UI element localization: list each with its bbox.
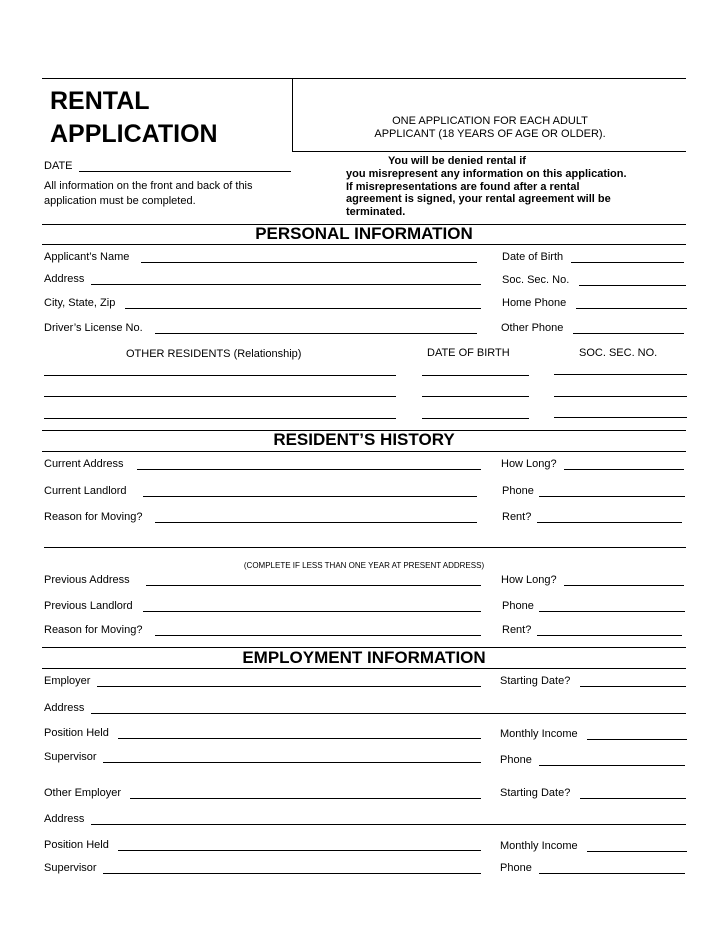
current-landlord-label: Current Landlord	[44, 485, 127, 497]
address-field[interactable]	[91, 284, 481, 285]
current-landlord-field[interactable]	[143, 496, 477, 497]
resident-dob-field[interactable]	[422, 396, 529, 397]
city-state-zip-label: City, State, Zip	[44, 297, 116, 309]
supervisor-phone-label: Phone	[500, 754, 532, 766]
other-phone-label: Other Phone	[501, 322, 564, 334]
current-address-field[interactable]	[137, 469, 481, 470]
other-employer-address-label: Address	[44, 813, 85, 825]
supervisor-phone-label-2: Phone	[500, 862, 532, 874]
position-held-label-2: Position Held	[44, 839, 109, 851]
other-employer-field[interactable]	[130, 798, 481, 799]
ssn-field[interactable]	[579, 285, 686, 286]
other-employer-label: Other Employer	[44, 787, 122, 799]
resident-ssn-field[interactable]	[554, 374, 687, 375]
supervisor-field[interactable]	[103, 762, 481, 763]
resident-ssn-field[interactable]	[554, 417, 687, 418]
how-long-label: How Long?	[501, 458, 557, 470]
header-note-line2: APPLICANT (18 YEARS OF AGE OR OLDER).	[374, 128, 606, 140]
home-phone-label: Home Phone	[502, 297, 567, 309]
reason-moving-label: Reason for Moving?	[44, 511, 143, 523]
starting-date-field[interactable]	[580, 686, 686, 687]
form-title-line1: RENTAL	[50, 87, 150, 115]
supervisor-field-2[interactable]	[103, 873, 481, 874]
address-label: Address	[44, 273, 85, 285]
monthly-income-label-2: Monthly Income	[500, 840, 578, 852]
position-held-field-2[interactable]	[118, 850, 481, 851]
supervisor-label-2: Supervisor	[44, 862, 97, 874]
date-field[interactable]	[79, 171, 291, 172]
how-long-field-2[interactable]	[564, 585, 684, 586]
history-heading: RESIDENT’S HISTORY	[273, 430, 455, 449]
dob-label: Date of Birth	[502, 251, 564, 263]
warning-line4: agreement is signed, your rental agreement will be	[346, 193, 611, 205]
resident-ssn-column-header: SOC. SEC. NO.	[579, 347, 658, 359]
resident-dob-field[interactable]	[422, 418, 529, 419]
how-long-field[interactable]	[564, 469, 684, 470]
monthly-income-field[interactable]	[587, 739, 687, 740]
rent-label-2: Rent?	[502, 624, 532, 636]
previous-address-field[interactable]	[146, 585, 481, 586]
rent-label: Rent?	[502, 511, 532, 523]
header-divider	[292, 78, 293, 152]
form-title-line2: APPLICATION	[50, 120, 218, 148]
header-bottom-rule	[292, 151, 686, 152]
how-long-label-2: How Long?	[501, 574, 557, 586]
reason-moving-continued-field[interactable]	[44, 547, 686, 548]
rent-field[interactable]	[537, 522, 682, 523]
history-bottom-rule	[42, 451, 686, 452]
personal-heading: PERSONAL INFORMATION	[255, 224, 473, 243]
header-note-line1: ONE APPLICATION FOR EACH ADULT	[392, 115, 588, 127]
reason-moving-field[interactable]	[155, 522, 477, 523]
personal-bottom-rule	[42, 244, 686, 245]
resident-ssn-field[interactable]	[554, 396, 687, 397]
drivers-license-field[interactable]	[155, 333, 477, 334]
previous-address-label: Previous Address	[44, 574, 130, 586]
position-held-field[interactable]	[118, 738, 481, 739]
top-rule	[42, 78, 686, 79]
starting-date-field-2[interactable]	[580, 798, 686, 799]
applicant-name-label: Applicant’s Name	[44, 251, 130, 263]
complete-note: (COMPLETE IF LESS THAN ONE YEAR AT PRESENT ADDRESS)	[243, 561, 485, 570]
current-address-label: Current Address	[44, 458, 124, 470]
resident-name-field[interactable]	[44, 396, 396, 397]
other-phone-field[interactable]	[573, 333, 684, 334]
supervisor-label: Supervisor	[44, 751, 97, 763]
home-phone-field[interactable]	[576, 308, 687, 309]
previous-landlord-phone-label: Phone	[502, 600, 534, 612]
applicant-name-field[interactable]	[141, 262, 477, 263]
info-line2: application must be completed.	[44, 195, 196, 207]
drivers-license-label: Driver’s License No.	[44, 322, 143, 334]
ssn-label: Soc. Sec. No.	[502, 274, 570, 286]
landlord-phone-field[interactable]	[539, 496, 685, 497]
other-employer-address-field[interactable]	[91, 824, 686, 825]
supervisor-phone-field-2[interactable]	[539, 873, 685, 874]
dob-field[interactable]	[571, 262, 684, 263]
previous-landlord-phone-field[interactable]	[539, 611, 685, 612]
employment-heading: EMPLOYMENT INFORMATION	[242, 648, 486, 667]
rent-field-2[interactable]	[537, 635, 682, 636]
resident-name-field[interactable]	[44, 418, 396, 419]
info-line1: All information on the front and back of this	[44, 180, 253, 192]
employment-bottom-rule	[42, 668, 686, 669]
date-label: DATE	[44, 160, 73, 172]
landlord-phone-label: Phone	[502, 485, 534, 497]
resident-name-field[interactable]	[44, 375, 396, 376]
reason-moving-label-2: Reason for Moving?	[44, 624, 143, 636]
city-state-zip-field[interactable]	[125, 308, 481, 309]
previous-landlord-label: Previous Landlord	[44, 600, 133, 612]
position-held-label: Position Held	[44, 727, 109, 739]
starting-date-label-2: Starting Date?	[500, 787, 571, 799]
reason-moving-field-2[interactable]	[155, 635, 481, 636]
employer-field[interactable]	[97, 686, 481, 687]
employer-address-field[interactable]	[91, 713, 686, 714]
monthly-income-field-2[interactable]	[587, 851, 687, 852]
warning-line2: you misrepresent any information on this application.	[346, 168, 627, 180]
warning-line5: terminated.	[346, 206, 406, 218]
resident-dob-field[interactable]	[422, 375, 529, 376]
monthly-income-label: Monthly Income	[500, 728, 578, 740]
other-residents-column-header: OTHER RESIDENTS (Relationship)	[126, 348, 302, 360]
starting-date-label: Starting Date?	[500, 675, 571, 687]
employer-label: Employer	[44, 675, 91, 687]
warning-line1: You will be denied rental if	[388, 155, 526, 167]
previous-landlord-field[interactable]	[143, 611, 481, 612]
resident-dob-column-header: DATE OF BIRTH	[427, 347, 510, 359]
employer-address-label: Address	[44, 702, 85, 714]
warning-line3: If misrepresentations are found after a rental	[346, 181, 580, 193]
supervisor-phone-field[interactable]	[539, 765, 685, 766]
